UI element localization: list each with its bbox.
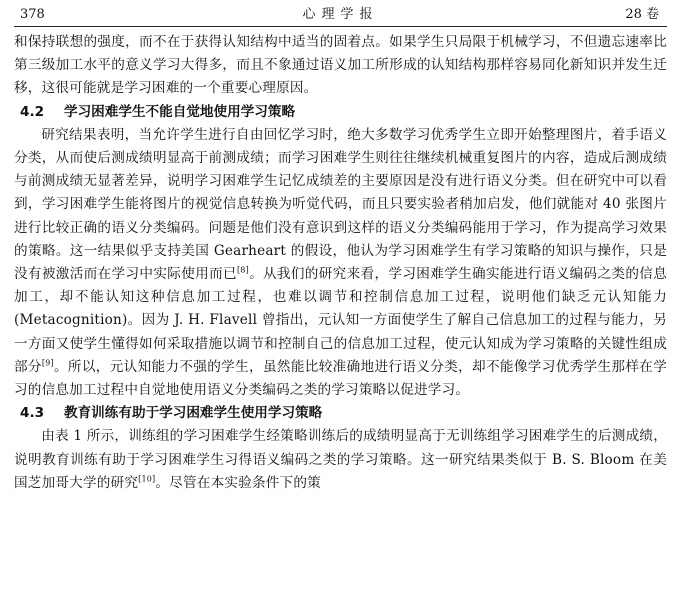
paragraph-continued: 和保持联想的强度，而不在于获得认知结构中适当的固着点。如果学生只局限于机械学习，不但遗忘速率比第三级加工水平的意义学习大得多，而且不象通过语义加工所形成的认知结构那样容易同化新知识并发生迁移，这很可能就是学习困难的一个重要心理原因。 (14, 34, 667, 97)
paragraph-text: 。从我们的研究来看，学习困难学生确实能进行语义编码之类的信息加工，却不能认知这种信息加工过程，也难以调节和控制信息加工过程，说明他们缺乏元认知能力(Metacognition)。因为 J. H. Flavell 曾指出，元认知一方面使学生了解自己信息加工的过程与能力，另一方面又使学生懂得如何采取措施以调节和控制自己的信息加工过程，使元认知成为学习策略的关键性组成部分 (14, 266, 668, 375)
paragraph-4-3 (14, 425, 667, 495)
citation-ref: [10] (138, 474, 156, 484)
section-title: 教育训练有助于学习困难学生使用学习策略 (64, 405, 323, 422)
section-number: 4.2 (20, 103, 45, 120)
paragraph-text: 。所以，元认知能力不强的学生，虽然能比较准确地进行语义分类，却不能像学习优秀学生那样在学习的信息加工过程中自觉地使用语义分类编码之类的学习策略以促进学习。 (14, 358, 667, 399)
section-title: 学习困难学生不能自觉地使用学习策略 (64, 103, 296, 120)
paragraph-text: 由表 1 所示，训练组的学习困难学生经策略训练后的成绩明显高于无训练组学习困难学生的后测成绩，说明教育训练有助于学习困难学生习得语义编码之类的学习策略。这一研究结果类似于 B. S. Bloom 在美国芝加哥大学的研究 (14, 428, 667, 491)
paragraph-text: 研究结果表明，当允许学生进行自由回忆学习时，绝大多数学习优秀学生立即开始整理图片，着手语义分类，从而使后测成绩明显高于前测成绩；而学习困难学生则往往继续机械重复图片的内容，造成后测成绩与前测成绩无显著差异，说明学习困难学生记忆成绩差的主要原因是没有进行语义分类。但在研究中可以看到，学习困难学生能将图片的视觉信息转换为听觉代码，而且只要实验者稍加启发，他们就能对 40 张图片进行比较正确的语义分类编码。问题是他们没有意识到这样的语义分类编码能用于学习，作为提高学习效果的策略。这一结果似乎支持美国 Gearheart 的假设，他认为学习困难学生有学习策略的知识与操作，只是没有被激活而在学习中实际使用而已 (14, 126, 667, 283)
section-heading-4-3 (14, 402, 667, 425)
volume-label: 28 卷 (625, 7, 659, 22)
paragraph-text: 。尽管在本实验条件下的策 (155, 474, 321, 491)
journal-title: 心理学报 (302, 7, 379, 22)
paper-body (14, 31, 667, 495)
citation-ref: [9] (41, 358, 54, 368)
section-number: 4.3 (20, 405, 45, 422)
paragraph-4-2 (14, 124, 667, 402)
page-number: 378 (20, 7, 45, 22)
running-header (14, 4, 667, 27)
section-heading-4-2 (14, 101, 667, 124)
citation-ref: [8] (236, 265, 249, 275)
